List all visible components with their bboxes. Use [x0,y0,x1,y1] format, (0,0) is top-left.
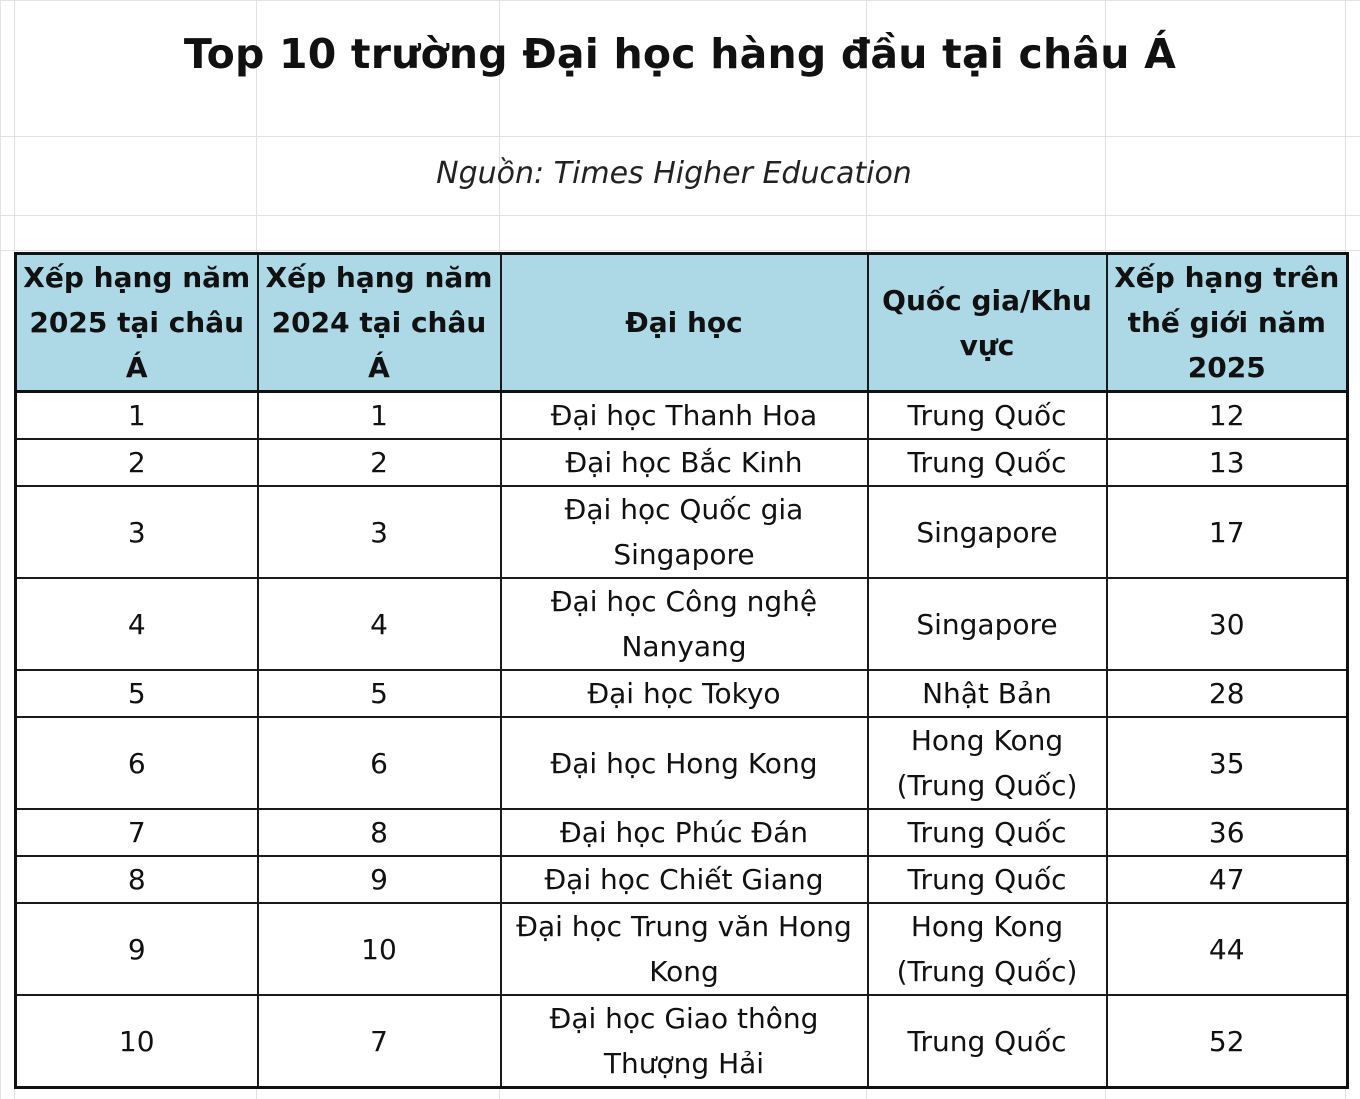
cell-rank-2025: 4 [16,578,258,670]
cell-world-rank: 47 [1107,856,1348,903]
table-row [16,486,1348,578]
cell-university: Đại học Bắc Kinh [501,439,868,486]
header-country: Quốc gia/Khu vực [868,254,1107,392]
source-note: Nguồn: Times Higher Education [436,156,912,191]
cell-world-rank: 17 [1107,486,1348,578]
cell-rank-2025: 8 [16,856,258,903]
cell-rank-2024: 5 [258,670,501,717]
cell-world-rank: 13 [1107,439,1348,486]
cell-world-rank: 35 [1107,717,1348,809]
cell-rank-2024: 2 [258,439,501,486]
cell-rank-2025: 7 [16,809,258,856]
cell-rank-2024: 4 [258,578,501,670]
cell-world-rank: 52 [1107,995,1348,1088]
cell-rank-2024: 7 [258,995,501,1088]
cell-rank-2025: 3 [16,486,258,578]
gridline [0,215,1360,216]
cell-world-rank: 36 [1107,809,1348,856]
cell-rank-2024: 1 [258,392,501,440]
cell-university: Đại học Thanh Hoa [501,392,868,440]
cell-rank-2024: 3 [258,486,501,578]
header-row [16,254,1348,392]
cell-university: Đại học Chiết Giang [501,856,868,903]
cell-university: Đại học Trung văn Hong Kong [501,903,868,995]
table-row [16,809,1348,856]
cell-world-rank: 30 [1107,578,1348,670]
table-row [16,717,1348,809]
cell-university: Đại học Tokyo [501,670,868,717]
table-row [16,670,1348,717]
cell-rank-2024: 10 [258,903,501,995]
table-row [16,392,1348,440]
cell-university: Đại học Hong Kong [501,717,868,809]
cell-university: Đại học Giao thông Thượng Hải [501,995,868,1088]
cell-university: Đại học Quốc gia Singapore [501,486,868,578]
cell-rank-2025: 10 [16,995,258,1088]
cell-country: Singapore [868,578,1107,670]
cell-university: Đại học Phúc Đán [501,809,868,856]
cell-country: Hong Kong (Trung Quốc) [868,903,1107,995]
gridline [0,250,1360,251]
page-title: Top 10 trường Đại học hàng đầu tại châu Á [183,30,1177,78]
header-rank-2025: Xếp hạng năm 2025 tại châu Á [16,254,258,392]
cell-world-rank: 44 [1107,903,1348,995]
cell-rank-2025: 1 [16,392,258,440]
cell-world-rank: 28 [1107,670,1348,717]
gridline [0,136,1360,137]
cell-rank-2024: 8 [258,809,501,856]
table-row [16,439,1348,486]
table-row [16,995,1348,1088]
cell-rank-2025: 6 [16,717,258,809]
cell-university: Đại học Công nghệ Nanyang [501,578,868,670]
cell-country: Trung Quốc [868,856,1107,903]
cell-rank-2024: 9 [258,856,501,903]
cell-country: Trung Quốc [868,392,1107,440]
cell-country: Trung Quốc [868,809,1107,856]
header-rank-2024: Xếp hạng năm 2024 tại châu Á [258,254,501,392]
cell-country: Trung Quốc [868,995,1107,1088]
cell-country: Nhật Bản [868,670,1107,717]
cell-world-rank: 12 [1107,392,1348,440]
cell-rank-2025: 5 [16,670,258,717]
cell-rank-2025: 9 [16,903,258,995]
ranking-table [14,252,1349,1089]
table-row [16,856,1348,903]
cell-country: Singapore [868,486,1107,578]
header-university: Đại học [501,254,868,392]
table-row [16,578,1348,670]
cell-country: Hong Kong (Trung Quốc) [868,717,1107,809]
header-world-rank: Xếp hạng trên thế giới năm 2025 [1107,254,1348,392]
cell-rank-2025: 2 [16,439,258,486]
table-row [16,903,1348,995]
cell-country: Trung Quốc [868,439,1107,486]
cell-rank-2024: 6 [258,717,501,809]
